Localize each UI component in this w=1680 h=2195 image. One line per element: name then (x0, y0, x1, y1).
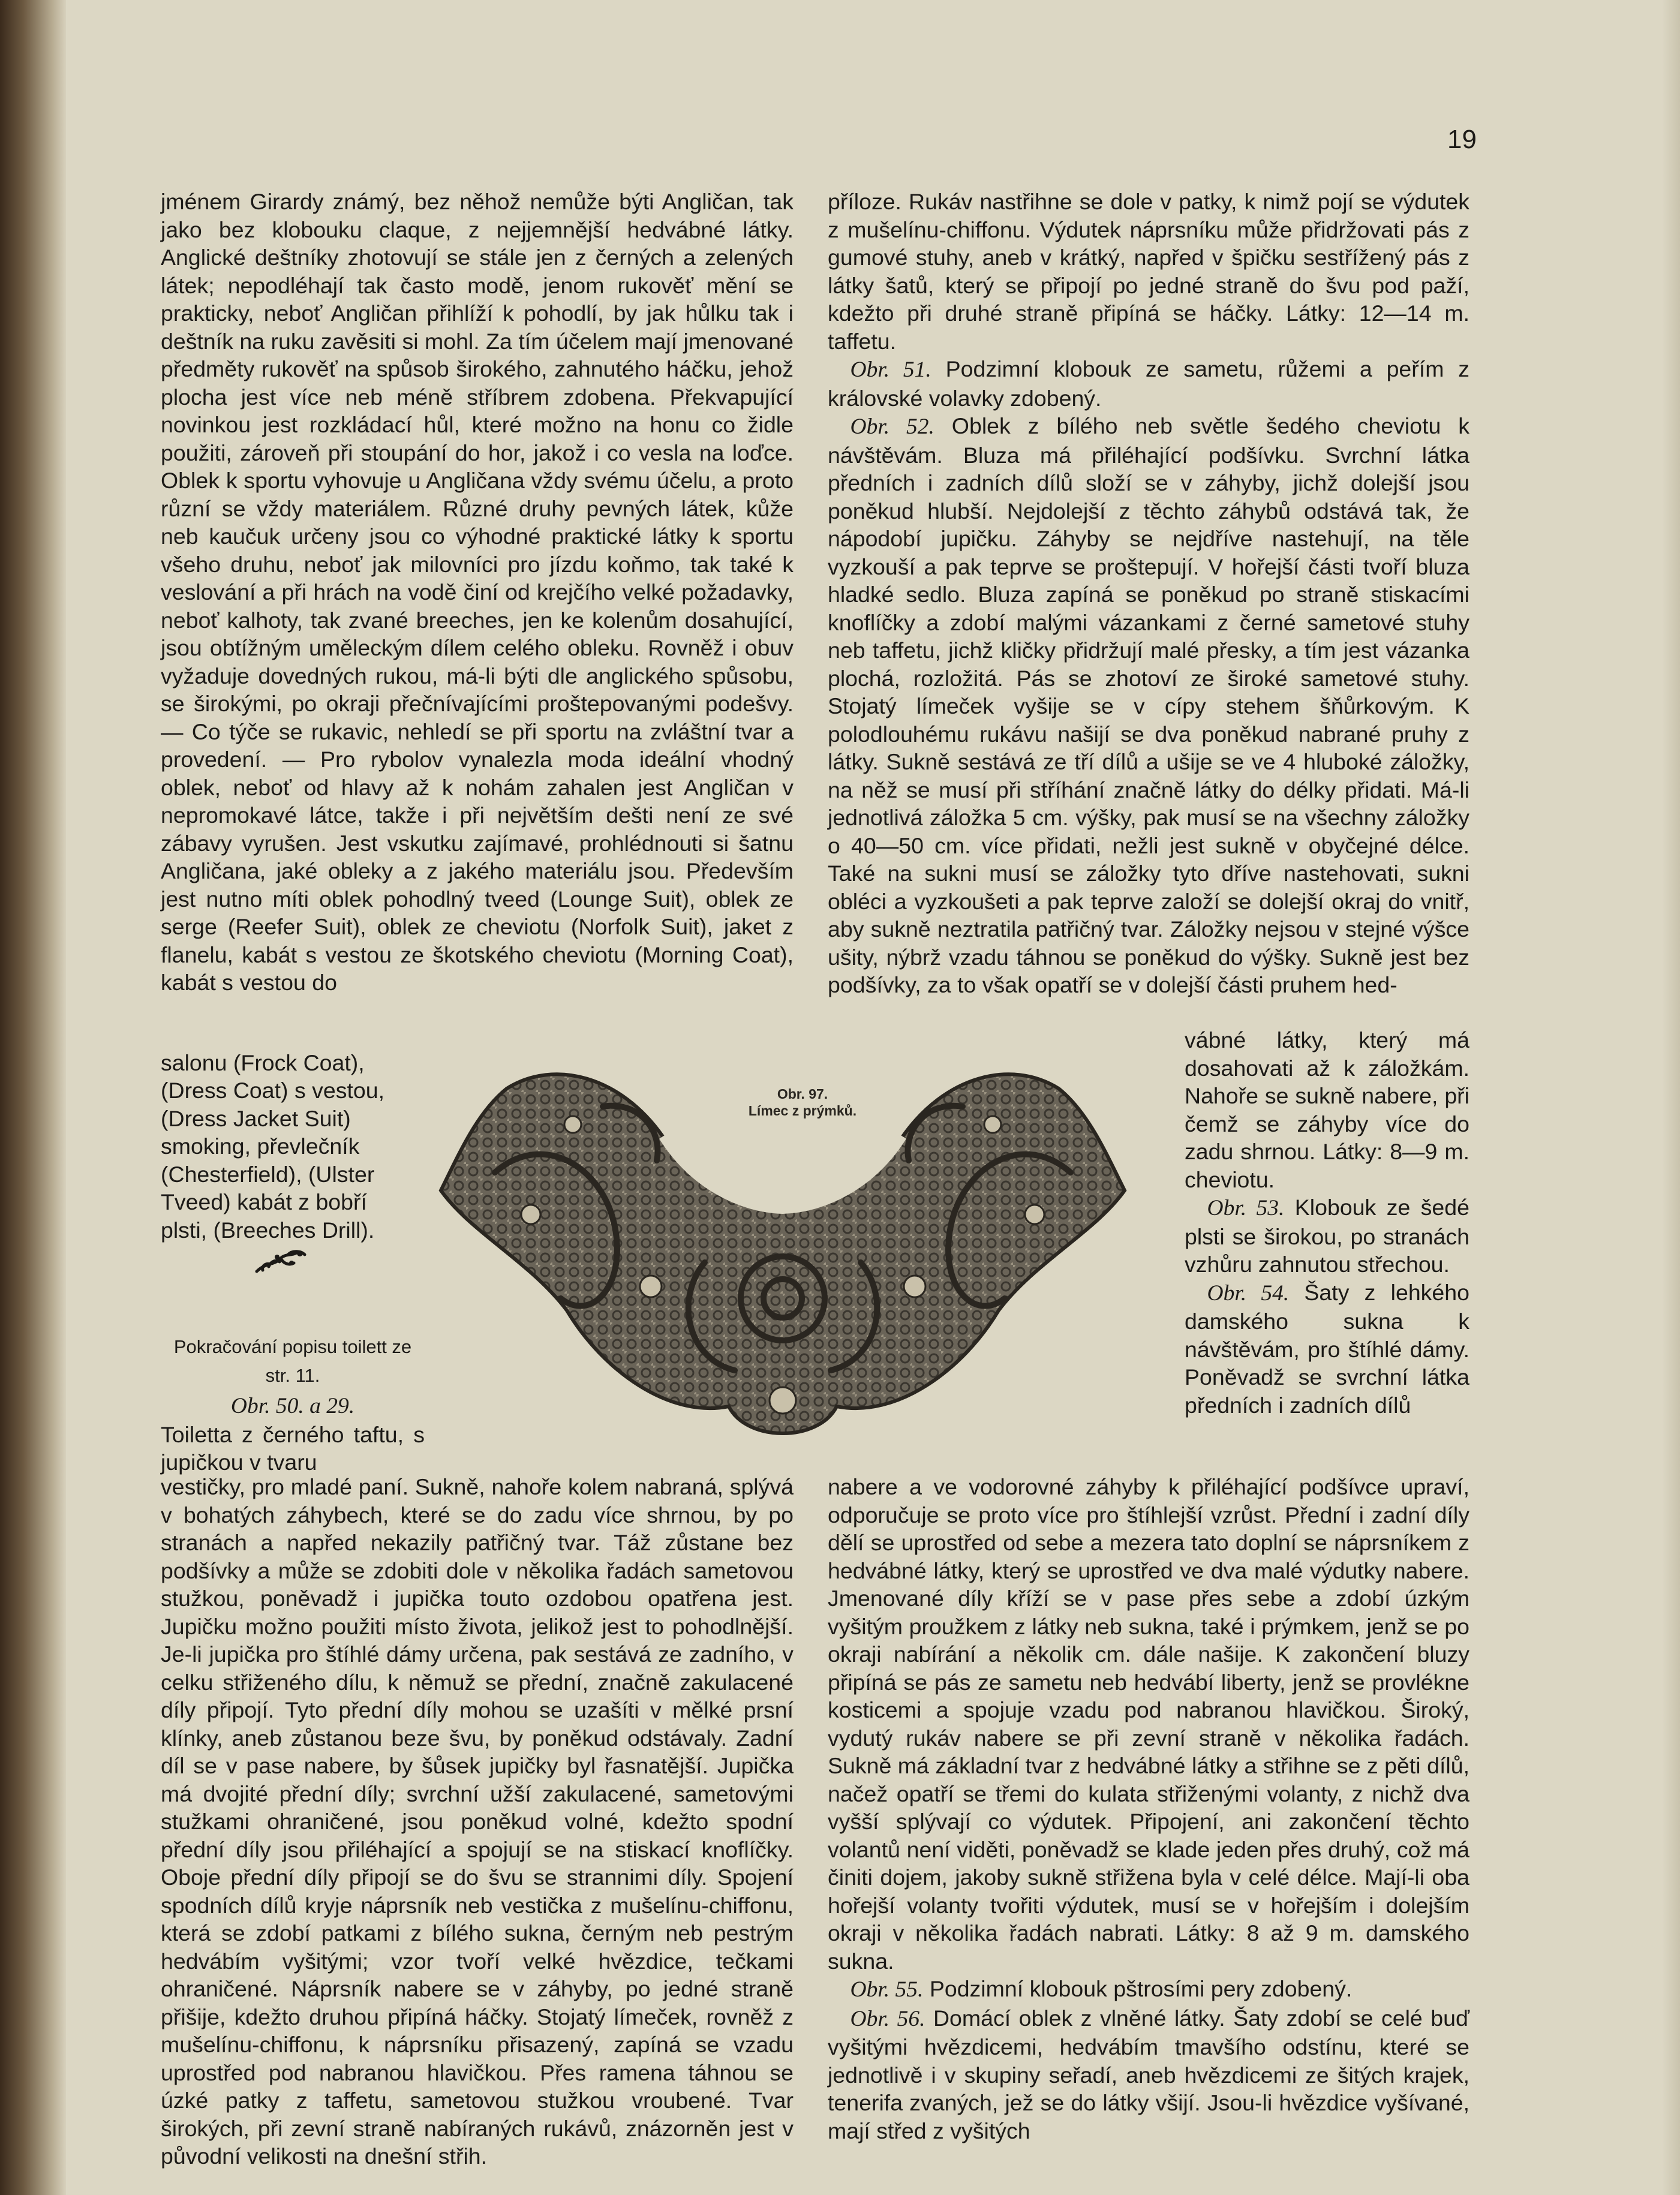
right-paragraph-bottom: nabere a ve vodorovné záhyby k přiléhající podšívce upraví, odporučuje se proto více pro štíhlejší vzrůst. Přední i zadní díly dělí se uprostřed od sebe a mezera tato doplní se náprsníkem z hedvábné látky, který se uprostřed ve dva malé výdutky nabere. Jmenované díly kříží se v pase přes sebe a zdobí úzkým vyšitým proužkem z látky neb sukna, také i prýmkem, jenž se po okraji nabírání a několik cm. dále našije. K zakončení bluzy připíná se pás ze sametu neb hedvábí liberty, jenž se provlékne kosticemi a spojuje vzadu pod nabranou hlavičkou. Široký, vydutý rukáv nabere se při zevní straně v několika řadách. Sukně má základní tvar z hedvábné látky a střihne se z pěti dílů, načež opatří se třemi do kulata střiženými volanty, z nichž dva vyšší splývají co výdutek. Připojení, ani zakončení těchto volantů není viděti, poněvadž se klade jeden přes druhý, což má činiti dojem, jakoby sukně střižena byla v celé délce. Mají-li oba hořejší volanty tvořiti výdutek, musí se v hořejším i dolejším okraji v několika řadách nabrati. Látky: 8 až 9 m. damského sukna. (828, 1474, 1469, 1974)
left-column-narrow (161, 1026, 419, 1267)
figure-caption-number: Obr. 97. (777, 1086, 828, 1102)
left-paragraph-top: jménem Girardy známý, bez něhož nemůže býti Angličan, tak jako bez klobouku claque, z nejjemnější hedvábné látky. Anglické deštníky zhotovují se stále jen z černých a zelených látek; nepodléhají tak často modě, jenom rukověť mění se prakticky, neboť Angličan přihlíží k pohodlí, by jak hůlku tak i deštník na ruku zavěsiti si mohl. Za tím účelem mají jmenované předměty rukověť na spůsob širokého, zahnutého háčku, jehož plocha jest více neb méně stříbrem zdobena. Překvapující novinkou jest rozkládací hůl, které možno na honu co židle použiti, zároveň při stoupání do hor, jakož i co vesla na loďce. Oblek k sportu vyhovuje u Angličana vždy svému účelu, a proto různí se vždy materiálem. Různé druhy pevných látek, kůže neb kaučuk určeny jsou co výhodné praktické látky k sportu všeho druhu, neboť jak milovníci pro jízdu koňmo, tak také k veslování a při hrách na vodě činí od krejčího velké požadavky, neboť kalhoty, tak zvané breeches, jen ke kolenům dosahující, jsou obtížným uměleckým dílem celého obleku. Rovněž i obuv vyžaduje dovedných rukou, má-li býti dle anglického spůsobu, se širokými, po okraji přečnívajícími proštepovanými podešvy. — Co týče se rukavic, nehledí se při sportu na zvláštní tvar a provedení. — Pro rybolov vynalezla moda ideální vhodný oblek, neboť od hlavy až k nohám zahalen jest Angličan v nepromokavé látce, takže i při největším dešti není ze své zábavy vyrušen. Jest vskutku zajímavé, prohlédnouti si šatnu Angličana, jaké obleky a z jakého materiálu jsou. Především jest nutno míti oblek pohodlný tveed (Lounge Suit), oblek ze serge (Reefer Suit), oblek ze cheviotu (Norfolk Suit), jaket z flanelu, kabát s vestou ze škotského cheviotu (Morning Coat), kabát s vestou do (161, 189, 794, 995)
obr53-text: Klobouk ze šedé plsti se širokou, po stranách vzhůru zahnutou střechou. (1185, 1195, 1470, 1277)
page-edge (1662, 0, 1680, 2195)
ornament-flourish-icon (251, 1247, 311, 1277)
figure-ref-obr-55: Obr. 55. (850, 1977, 924, 2002)
obr52-text: Oblek z bílého neb světle šedého cheviotu k návštěvám. Bluza má přiléhající podšívku. Svrchní látka předních i zadních dílů složí se v záhyby, jichž dolejší jsou poněkud hlubší. Nejdolejší z těchto záhybů odstává tak, že nápodobí jupičku. Záhyby se nejdříve nastehují, na těle vyzkouší a pak teprve se proštepují. V hořejší části tvoří bluza hladké sedlo. Bluza zapíná se poněkud po straně stiskacími knoflíčky a zdobí malými vázankami z černé sametové stuhy neb taffetu, jichž kličky přidržují malé přesky, a tím jest vázanka plochá, rozložitá. Pás se zhotoví ze široké sametové stuhy. Stojatý límeček vyšije se v cípy stehem šňůrkovým. K polodlouhému rukávu našijí se dva poněkud nabrané pruhy z látky. Sukně sestává ze tří dílů a ušije se ve 4 hluboké záložky, na něž se musí při stříhání značně látky do délky přidati. Má-li jednotlivá záložka 5 cm. výšky, pak musí se na všechny záložky o 40—50 cm. více přidati, nežli jest sukně v obyčejné délce. Také na sukni musí se záložky tyto dříve nastehovati, sukni obléci a vyzkoušeti a pak teprve založí se dolejší okraj do vnitř, aby sukně neztratila patřičný tvar. Záložky nejsou v stejné výšce ušity, nýbrž vzadu táhnou se poněkud do výšky. Sukně jest bez podšívky, za to však opatří se v dolejší části pruhem hed- (828, 413, 1469, 997)
right-column-bottom (828, 1473, 1469, 2145)
right-column (828, 188, 1469, 999)
figure-ref-obr-53: Obr. 53. (1207, 1196, 1285, 1220)
right-paragraph-obr55 (828, 1975, 1469, 2004)
right-column-narrow (1185, 1026, 1469, 1419)
right-paragraph-obr56 (828, 2004, 1469, 2145)
figure-caption (737, 1086, 868, 1119)
left-continuation-block (161, 1393, 425, 1477)
obr51-text: Podzimní klobouk ze sametu, růžemi a peřím z královské volavky zdobený. (828, 356, 1470, 411)
left-column-bottom (161, 1473, 794, 2170)
obr54-text: Šaty z lehkého damského sukna k návštěvám, pro štíhlé dámy. Poněvadž se svrchní látka předních i zadních dílů (1185, 1279, 1469, 1418)
right-paragraph-obr51 (828, 355, 1469, 412)
continuation-note: Pokračování popisu toilett ze str. 11. (173, 1336, 412, 1386)
figure-ref-obr-50: Obr. 50. a 29. (230, 1394, 355, 1418)
figure-ref-obr-52: Obr. 52. (850, 414, 934, 439)
right-paragraph-1: příloze. Rukáv nastřihne se dole v patky, k nimž pojí se výdutek z mušelínu-chiffonu. Výdutek náprsníku může přidržovati pás z gumové stuhy, aneb v krátký, napřed v špičku sestřížený pás z látky šatů, který se připojí po jedné straně do švu pod paží, kdežto při druhé straně připíná se háčky. Látky: 12—14 m. taffetu. (828, 189, 1469, 354)
right-paragraph-short: vábné látky, který má dosahovati až k záložkám. Nahoře se sukně nabere, při čemž se záhyby více do zadu shrnou. Látky: 8—9 m. cheviotu. (1185, 1027, 1469, 1192)
figure-ref-obr-56: Obr. 56. (850, 2006, 925, 2031)
obr55-text: Podzimní klobouk pštrosími pery zdobený. (929, 1976, 1353, 2001)
figure-ref-obr-54: Obr. 54. (1207, 1280, 1290, 1306)
left-paragraph-toiletta: Toiletta z černého taftu, s jupičkou v tvaru (161, 1421, 425, 1475)
book-spine (0, 0, 66, 2195)
left-column (161, 188, 794, 997)
right-paragraph-obr52 (828, 412, 1469, 999)
figure-caption-title: Límec z prýmků. (748, 1103, 857, 1118)
left-paragraph-bottom: vestičky, pro mladé paní. Sukně, nahoře kolem nabraná, splývá v bohatých záhybech, které se do zadu více shrnou, by po stranách a napřed nekazily patřičný tvar. Táž zůstane bez podšívky a může se zdobiti dole v několika řadách sametovou stužkou, poněvadž i jupička touto ozdobou opatřena jest. Jupičku možno použiti místo života, jelikož jest to pohodlnější. Je-li jupička pro štíhlé dámy určena, pak sestává ze zadního, v celku střiženého dílu, k němuž se přední, značně zakulacené díly připojí. Tyto přední díly mohou se uzašíti v mělké prsní klínky, aneb zůstanou beze švu, by poněkud odstávaly. Zadní díl se v pase nabere, by šůsek jupičky byl řasnatější. Jupička má dvojité přední díly; svrchní užší zakulacené, sametovými stužkami ohraničené, jsou poněkud volné, kdežto spodní přední díly jsou přiléhající a spojují se na stiskací knoflíčky. Oboje přední díly připojí se do švu se strannimi díly. Spojení spodních dílů kryje náprsník neb vestička z mušelínu-chiffonu, která se zdobí patkami z bílého sukna, černým neb pestrým hedvábím vyšitými; vzor tvoří velké hvězdice, tečkami ohraničené. Náprsník nabere se v záhyby, po jedné straně přišije, kdežto druhou připíná háčky. Stojatý límeček, rovněž z mušelínu-chiffonu, k náprsníku přisazený, zapíná se vzadu uprostřed pod nabranou hlavičkou. Přes ramena táhnou se úzké patky z taffetu, sametovou stužkou vroubené. Tvar širokých, při zevní straně nabíraných rukávů, znázorněn jest v původní velikosti na dnešní střih. (161, 1474, 794, 2169)
figure-ref-obr-51: Obr. 51. (850, 357, 931, 382)
obr56-text: Domácí oblek z vlněné látky. Šaty zdobí se celé buď vyšitými hvězdicemi, hedvábím tmavšího odstínu, které se jednotlivě i v skupiny seřadí, aneb hvězdicemi ze šitých krajek, tenerifa zvaných, jež se do látky všijí. Jsou-li hvězdice vyšívané, mají střed z vyšitých (828, 2005, 1469, 2143)
page-number: 19 (1447, 125, 1477, 154)
left-paragraph-short: salonu (Frock Coat), (Dress Coat) s vestou, (Dress Jacket Suit) smoking, převlečník (Chesterfield), (Ulster Tveed) kabát z bobří plsti, (Breeches Drill). (161, 1050, 385, 1243)
right-paragraph-obr53 (1185, 1193, 1469, 1279)
right-paragraph-obr54 (1185, 1279, 1469, 1420)
